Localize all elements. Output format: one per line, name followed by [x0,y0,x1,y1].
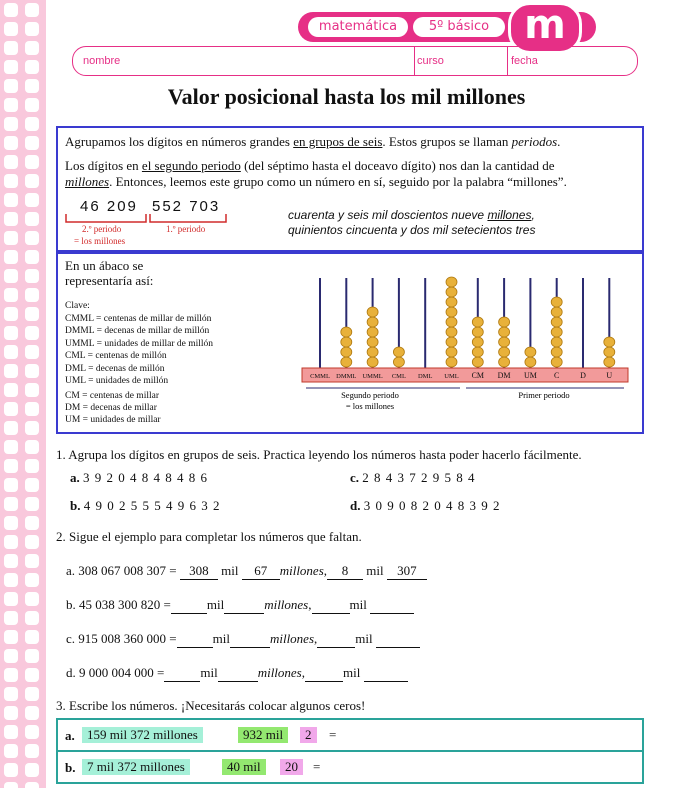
decorative-dot [25,41,39,55]
decorative-dot [4,725,18,739]
segundo-periodo-label: Segundo periodo [341,390,399,400]
decorative-dot [4,440,18,454]
answer-blank[interactable] [164,665,200,682]
answer-blank[interactable] [305,665,343,682]
decorative-dot [25,440,39,454]
exercise-3-row [56,718,644,752]
abacus-bead [551,307,562,317]
decorative-dot [4,573,18,587]
abacus-bead [499,347,510,357]
item-number: 3 0 9 0 8 2 0 4 8 3 9 2 [363,498,501,513]
abacus-bead [499,317,510,327]
abacus-bead [604,347,615,357]
abacus-bead [551,357,562,367]
abacus-column-label: UMML [362,373,383,380]
decorative-dot [4,117,18,131]
answer-blank[interactable] [370,597,414,614]
decorative-dot [25,212,39,226]
period-1-label: 1.º periodo [166,224,206,234]
abacus-bead [472,347,483,357]
abacus-bead [499,327,510,337]
answer-blank[interactable] [364,665,408,682]
decorative-dot [4,516,18,530]
decorative-dot [4,535,18,549]
decorative-dot [4,592,18,606]
item-number: 4 9 0 2 5 5 5 4 9 6 3 2 [83,498,221,513]
abacus-bead [525,357,536,367]
exercise-2-instruction: 2. Sigue el ejemplo para completar los números que faltan. [56,529,362,544]
decorative-dot [25,364,39,378]
decorative-dot [4,364,18,378]
example-group-2: 46 209 [80,198,138,215]
abacus-bead [472,357,483,367]
decorative-dot [4,630,18,644]
abacus-key-line: CM = centenas de millar [65,391,159,401]
divider [414,47,415,75]
abacus-column-label: DML [417,373,433,380]
exercise-2-item[interactable]: d. 9 000 004 000 = mil millones, mil [66,665,408,682]
abacus-bead [604,357,615,367]
abacus-bead [341,347,352,357]
exercise-1-instruction: 1. Agrupa los dígitos en grupos de seis. Practica leyendo los números hasta poder hacerlo fácilmente. [56,447,582,462]
decorative-dot [25,269,39,283]
exercise-1-item [70,470,208,486]
grade-label: 5º básico [413,17,505,37]
abacus-bead [446,357,457,367]
abacus-bead [551,327,562,337]
abacus-key-line: DML = decenas de millón [65,363,165,374]
intro-paragraph-2: Los dígitos en el segundo periodo (del séptimo hasta el doceavo dígito) nos dan la cantidad de [65,158,555,173]
decorative-dot [4,231,18,245]
decorative-dot [4,345,18,359]
abacus-key-line: CML = centenas de millón [65,351,167,361]
brand-logo: m [508,2,582,54]
abacus-key [65,300,213,388]
abacus-key-thousands [65,390,161,426]
decorative-dot [4,326,18,340]
page-title: Valor posicional hasta los mil millones [167,84,526,109]
item-letter: c. [350,470,360,485]
abacus-bead [525,347,536,357]
mil-part: 40 mil [222,759,266,775]
equals-sign: = [313,759,321,774]
answer-blank[interactable] [312,597,350,614]
abacus-bead [393,347,404,357]
answer-blank[interactable] [317,631,355,648]
abacus-bead [367,327,378,337]
exercise-2-item[interactable]: b. 45 038 300 820 = mil millones, mil [66,597,414,614]
subject-label: matemática [308,17,408,37]
item-number: 3 9 2 0 4 8 4 8 4 8 6 [83,470,208,485]
abacus-bead [446,317,457,327]
decorative-dot [4,41,18,55]
decorative-dot [25,117,39,131]
answer-field[interactable] [328,756,608,778]
exercise-1-item [350,470,476,486]
student-info-bar [72,46,638,76]
decorative-dot [25,383,39,397]
period-2-sublabel: = los millones [74,236,126,246]
decorative-dot [4,668,18,682]
decorative-dot [25,649,39,663]
exercise-2-item[interactable]: c. 915 008 360 000 = mil millones, mil [66,631,420,648]
decorative-dot [4,288,18,302]
answer-blank[interactable] [171,597,207,614]
abacus-intro-line-2: representaría así: [65,273,154,288]
intro-paragraph-2-cont: millones. Entonces, leemos este grupo como un número en sí, seguido por la palabra “millones”. [65,174,567,189]
abacus-column-label: D [580,371,586,380]
millones-part: 159 mil 372 millones [82,727,203,743]
answer-blank[interactable] [218,665,258,682]
decorative-dot [4,649,18,663]
abacus-bead [367,317,378,327]
decorative-dot [25,554,39,568]
abacus-bead [446,307,457,317]
decorative-dot [25,155,39,169]
decorative-dot [4,459,18,473]
decorative-dot [4,212,18,226]
abacus-bead [367,347,378,357]
item-letter: a. [65,728,75,743]
decorative-dot [4,250,18,264]
date-field-label: fecha [511,55,538,67]
decorative-dot [25,706,39,720]
decorative-sidebar [0,0,46,788]
abacus-bead [446,277,457,287]
intro-paragraph-1: Agrupamos los dígitos en números grandes en grupos de seis. Estos grupos se llaman periodos. [65,134,561,149]
abacus-bead [551,317,562,327]
item-letter: a. [70,470,80,485]
decorative-dot [25,611,39,625]
answer-blank[interactable] [224,597,264,614]
abacus-key-line: Clave: [65,301,90,311]
decorative-dot [25,326,39,340]
abacus-bead [446,347,457,357]
abacus-bead [341,337,352,347]
course-field-label: curso [417,55,444,67]
abacus-diagram [298,270,638,430]
abacus-column-label: UML [444,373,459,380]
abacus-bead [472,317,483,327]
decorative-dot [25,288,39,302]
decorative-dot [4,3,18,17]
abacus-key-line: DM = decenas de millar [65,403,157,413]
decorative-dot [25,193,39,207]
decorative-dot [25,250,39,264]
abacus-bead [446,327,457,337]
mil-part: 932 mil [238,727,288,743]
abacus-bead [472,337,483,347]
units-part: 20 [280,759,303,775]
decorative-dot [4,60,18,74]
decorative-dot [25,782,39,788]
decorative-dot [4,554,18,568]
answer-field[interactable] [344,724,624,746]
decorative-dot [4,782,18,788]
decorative-dot [25,687,39,701]
decorative-dot [4,421,18,435]
decorative-dot [25,345,39,359]
abacus-bead [472,327,483,337]
abacus-box [56,250,644,434]
abacus-bead [551,347,562,357]
decorative-dot [4,744,18,758]
intro-box [56,126,644,254]
exercise-1-item [70,498,220,514]
period-2-label: 2.º periodo [82,224,122,234]
decorative-dot [25,535,39,549]
decorative-dot [4,155,18,169]
abacus-bead [551,297,562,307]
item-letter: b. [65,760,76,775]
abacus-bead [446,297,457,307]
decorative-dot [4,269,18,283]
decorative-dot [25,630,39,644]
example-reading-line-1: cuarenta y seis mil doscientos nueve millones, [288,208,535,222]
exercise-2-example: a. 308 067 008 307 = 308 mil 67 millones, 8 mil 307 [66,563,427,580]
decorative-dot [4,706,18,720]
exercise-1-item [350,498,500,514]
decorative-dot [4,478,18,492]
decorative-dot [4,763,18,777]
abacus-key-line: UML = unidades de millón [65,376,169,386]
equals-sign: = [329,727,337,742]
abacus-bead [551,337,562,347]
exercise-3-row [56,750,644,784]
item-number: 2 8 4 3 7 2 9 5 8 4 [362,470,476,485]
abacus-key-line: DMML = decenas de millar de millón [65,326,210,336]
decorative-dot [25,725,39,739]
decorative-dot [25,668,39,682]
abacus-key-line: UM = unidades de millar [65,415,161,425]
decorative-dot [25,3,39,17]
abacus-column-label: CMML [310,373,330,380]
decorative-dot [25,60,39,74]
decorative-dot [25,402,39,416]
decorative-dot [25,307,39,321]
decorative-dot [4,687,18,701]
decorative-dot [25,763,39,777]
decorative-dot [4,136,18,150]
abacus-bead [499,357,510,367]
decorative-dot [25,497,39,511]
abacus-column-label: CM [471,371,485,380]
decorative-dot [4,307,18,321]
decorative-dot [25,516,39,530]
item-letter: d. [350,498,361,513]
decorative-dot [25,744,39,758]
abacus-bead [604,337,615,347]
answer-blank[interactable] [376,631,420,648]
abacus-column-label: DM [497,371,511,380]
decorative-dot [4,174,18,188]
abacus-column-label: CML [391,373,406,380]
decorative-dot [25,573,39,587]
abacus-key-line: UMML = unidades de millar de millón [65,338,214,349]
abacus-bead [367,337,378,347]
decorative-dot [4,193,18,207]
abacus-bead [446,337,457,347]
decorative-dot [25,22,39,36]
abacus-key-line: CMML = centenas de millar de millón [65,313,212,324]
decorative-dot [25,231,39,245]
decorative-dot [4,383,18,397]
abacus-column-label: U [606,371,613,380]
abacus-intro-line-1: En un ábaco se [65,258,144,273]
abacus-column-label: C [554,371,560,380]
primer-periodo-label: Primer periodo [518,390,570,400]
decorative-dot [25,592,39,606]
decorative-dot [25,174,39,188]
segundo-periodo-sublabel: = los millones [345,401,395,411]
abacus-column-label: UM [523,371,537,380]
answer-blank[interactable] [177,631,213,648]
decorative-dot [25,136,39,150]
item-letter: b. [70,498,81,513]
abacus-bead [367,357,378,367]
abacus-bead [341,357,352,367]
units-part: 2 [300,727,317,743]
decorative-dot [4,22,18,36]
abacus-bead [367,307,378,317]
abacus-bead [341,327,352,337]
millones-part: 7 mil 372 millones [82,759,190,775]
decorative-dot [4,497,18,511]
decorative-dot [4,402,18,416]
answer-blank[interactable] [230,631,270,648]
abacus-bead [499,337,510,347]
decorative-dot [25,421,39,435]
exercise-3-instruction: 3. Escribe los números. ¡Necesitarás colocar algunos ceros! [56,698,366,713]
abacus-bead [393,357,404,367]
decorative-dot [25,478,39,492]
divider [507,47,508,75]
decorative-dot [4,611,18,625]
abacus-column-label: DMML [336,373,357,380]
decorative-dot [25,459,39,473]
abacus-bead [446,287,457,297]
example-group-1: 552 703 [152,198,221,215]
name-field-label: nombre [83,55,121,67]
example-reading-line-2: quinientos cincuenta y dos mil setecientos tres [288,223,536,237]
